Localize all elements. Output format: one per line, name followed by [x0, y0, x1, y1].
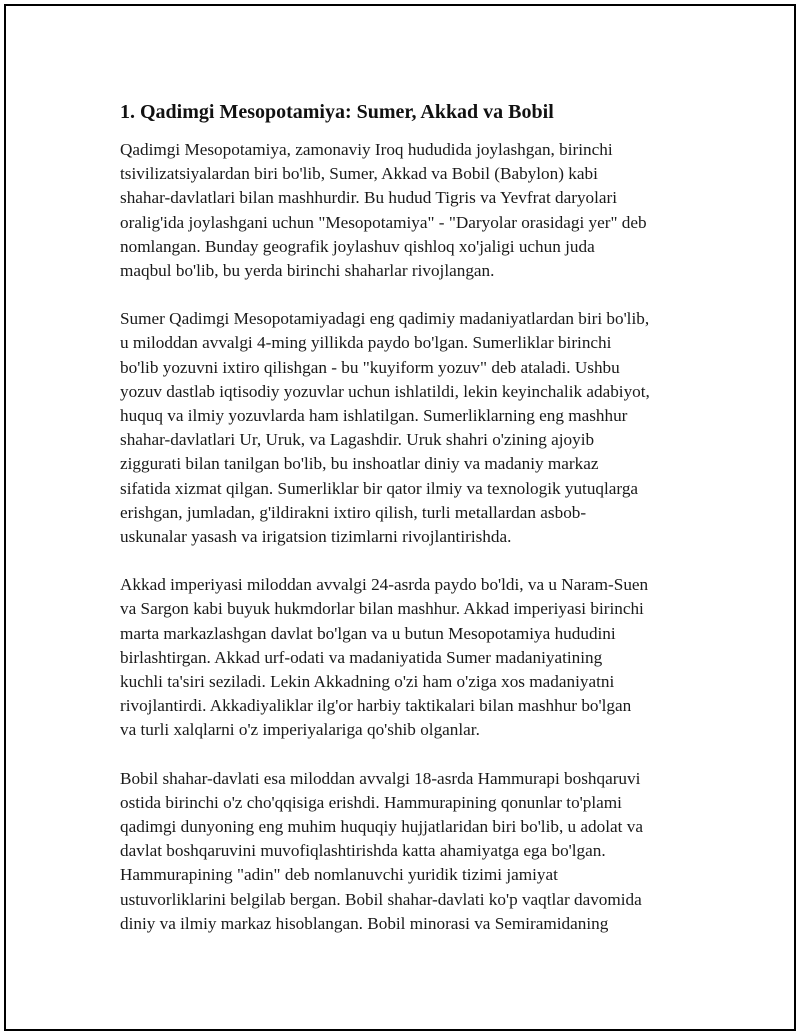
text-line: yozuv dastlab iqtisodiy yozuvlar uchun ishlatildi, lekin keyinchalik adabiyot, — [120, 381, 650, 401]
text-line: erishgan, jumladan, g'ildirakni ixtiro qilish, turli metallardan asbob- — [120, 502, 587, 522]
text-line: va turli xalqlarni o'z imperiyalariga qo'shib olganlar. — [120, 720, 480, 740]
section-heading: 1. Qadimgi Mesopotamiya: Sumer, Akkad va Bobil — [120, 101, 554, 123]
text-line: nomlangan. Bunday geografik joylashuv qishloq xo'jaligi uchun juda — [120, 236, 595, 256]
page-frame — [4, 4, 796, 1031]
text-line: maqbul bo'lib, bu yerda birinchi shaharlar rivojlangan. — [120, 261, 495, 281]
text-line: uskunalar yasash va irigatsion tizimlarni rivojlantirishda. — [120, 527, 512, 547]
text-line: ostida birinchi o'z cho'qqisiga erishdi. Hammurapining qonunlar to'plami — [120, 792, 622, 812]
text-line: Sumer Qadimgi Mesopotamiyadagi eng qadimiy madaniyatlardan biri bo'lib, — [120, 309, 650, 329]
text-line: kuchli ta'siri seziladi. Lekin Akkadning o'zi ham o'ziga xos madaniyatni — [120, 672, 615, 692]
paragraph-akkad — [120, 573, 690, 742]
text-line: marta markazlashgan davlat bo'lgan va u butun Mesopotamiya hududini — [120, 623, 616, 643]
paragraph-babylon — [120, 767, 690, 936]
text-line: bo'lib yozuvni ixtiro qilishgan - bu "kuyiform yozuv" deb ataladi. Ushbu — [120, 357, 620, 377]
text-line: oralig'ida joylashgani uchun "Mesopotamiya" - "Daryolar orasidagi yer" deb — [120, 212, 647, 232]
text-line: birlashtirgan. Akkad urf-odati va madaniyatida Sumer madaniyatining — [120, 647, 603, 667]
text-line: shahar-davlatlari Ur, Uruk, va Lagashdir. Uruk shahri o'zining ajoyib — [120, 430, 595, 450]
text-line: Hammurapining "adin" deb nomlanuvchi yuridik tizimi jamiyat — [120, 865, 558, 885]
paragraph-sumer — [120, 307, 690, 549]
text-line: huquq va ilmiy yozuvlarda ham ishlatilgan. Sumerliklarning eng mashhur — [120, 406, 628, 426]
text-line: davlat boshqaruvini muvofiqlashtirishda katta ahamiyatga ega bo'lgan. — [120, 841, 606, 861]
text-line: ustuvorliklarini belgilab bergan. Bobil shahar-davlati ko'p vaqtlar davomida — [120, 889, 642, 909]
text-line: shahar-davlatlari bilan mashhurdir. Bu hudud Tigris va Yevfrat daryolari — [120, 188, 618, 208]
text-line: diniy va ilmiy markaz hisoblangan. Bobil minorasi va Semiramidaning — [120, 913, 609, 933]
text-line: va Sargon kabi buyuk hukmdorlar bilan mashhur. Akkad imperiyasi birinchi — [120, 599, 644, 619]
text-line: qadimgi dunyoning eng muhim huquqiy hujjatlaridan biri bo'lib, u adolat va — [120, 817, 643, 837]
text-line: Bobil shahar-davlati esa miloddan avvalgi 18-asrda Hammurapi boshqaruvi — [120, 768, 641, 788]
text-line: ziggurati bilan tanilgan bo'lib, bu inshoatlar diniy va madaniy markaz — [120, 454, 599, 474]
text-line: u miloddan avvalgi 4-ming yillikda paydo bo'lgan. Sumerliklar birinchi — [120, 333, 612, 353]
text-line: rivojlantirdi. Akkadiyaliklar ilg'or harbiy taktikalari bilan mashhur bo'lgan — [120, 696, 632, 716]
text-line: Akkad imperiyasi miloddan avvalgi 24-asrda paydo bo'ldi, va u Naram-Suen — [120, 575, 649, 595]
text-line: sifatida xizmat qilgan. Sumerliklar bir qator ilmiy va texnologik yutuqlarga — [120, 478, 639, 498]
paragraph-mesopotamia — [120, 138, 690, 283]
text-line: tsivilizatsiyalardan biri bo'lib, Sumer, Akkad va Bobil (Babylon) kabi — [120, 164, 598, 184]
text-line: Qadimgi Mesopotamiya, zamonaviy Iroq hududida joylashgan, birinchi — [120, 140, 613, 159]
document-body — [120, 98, 690, 960]
